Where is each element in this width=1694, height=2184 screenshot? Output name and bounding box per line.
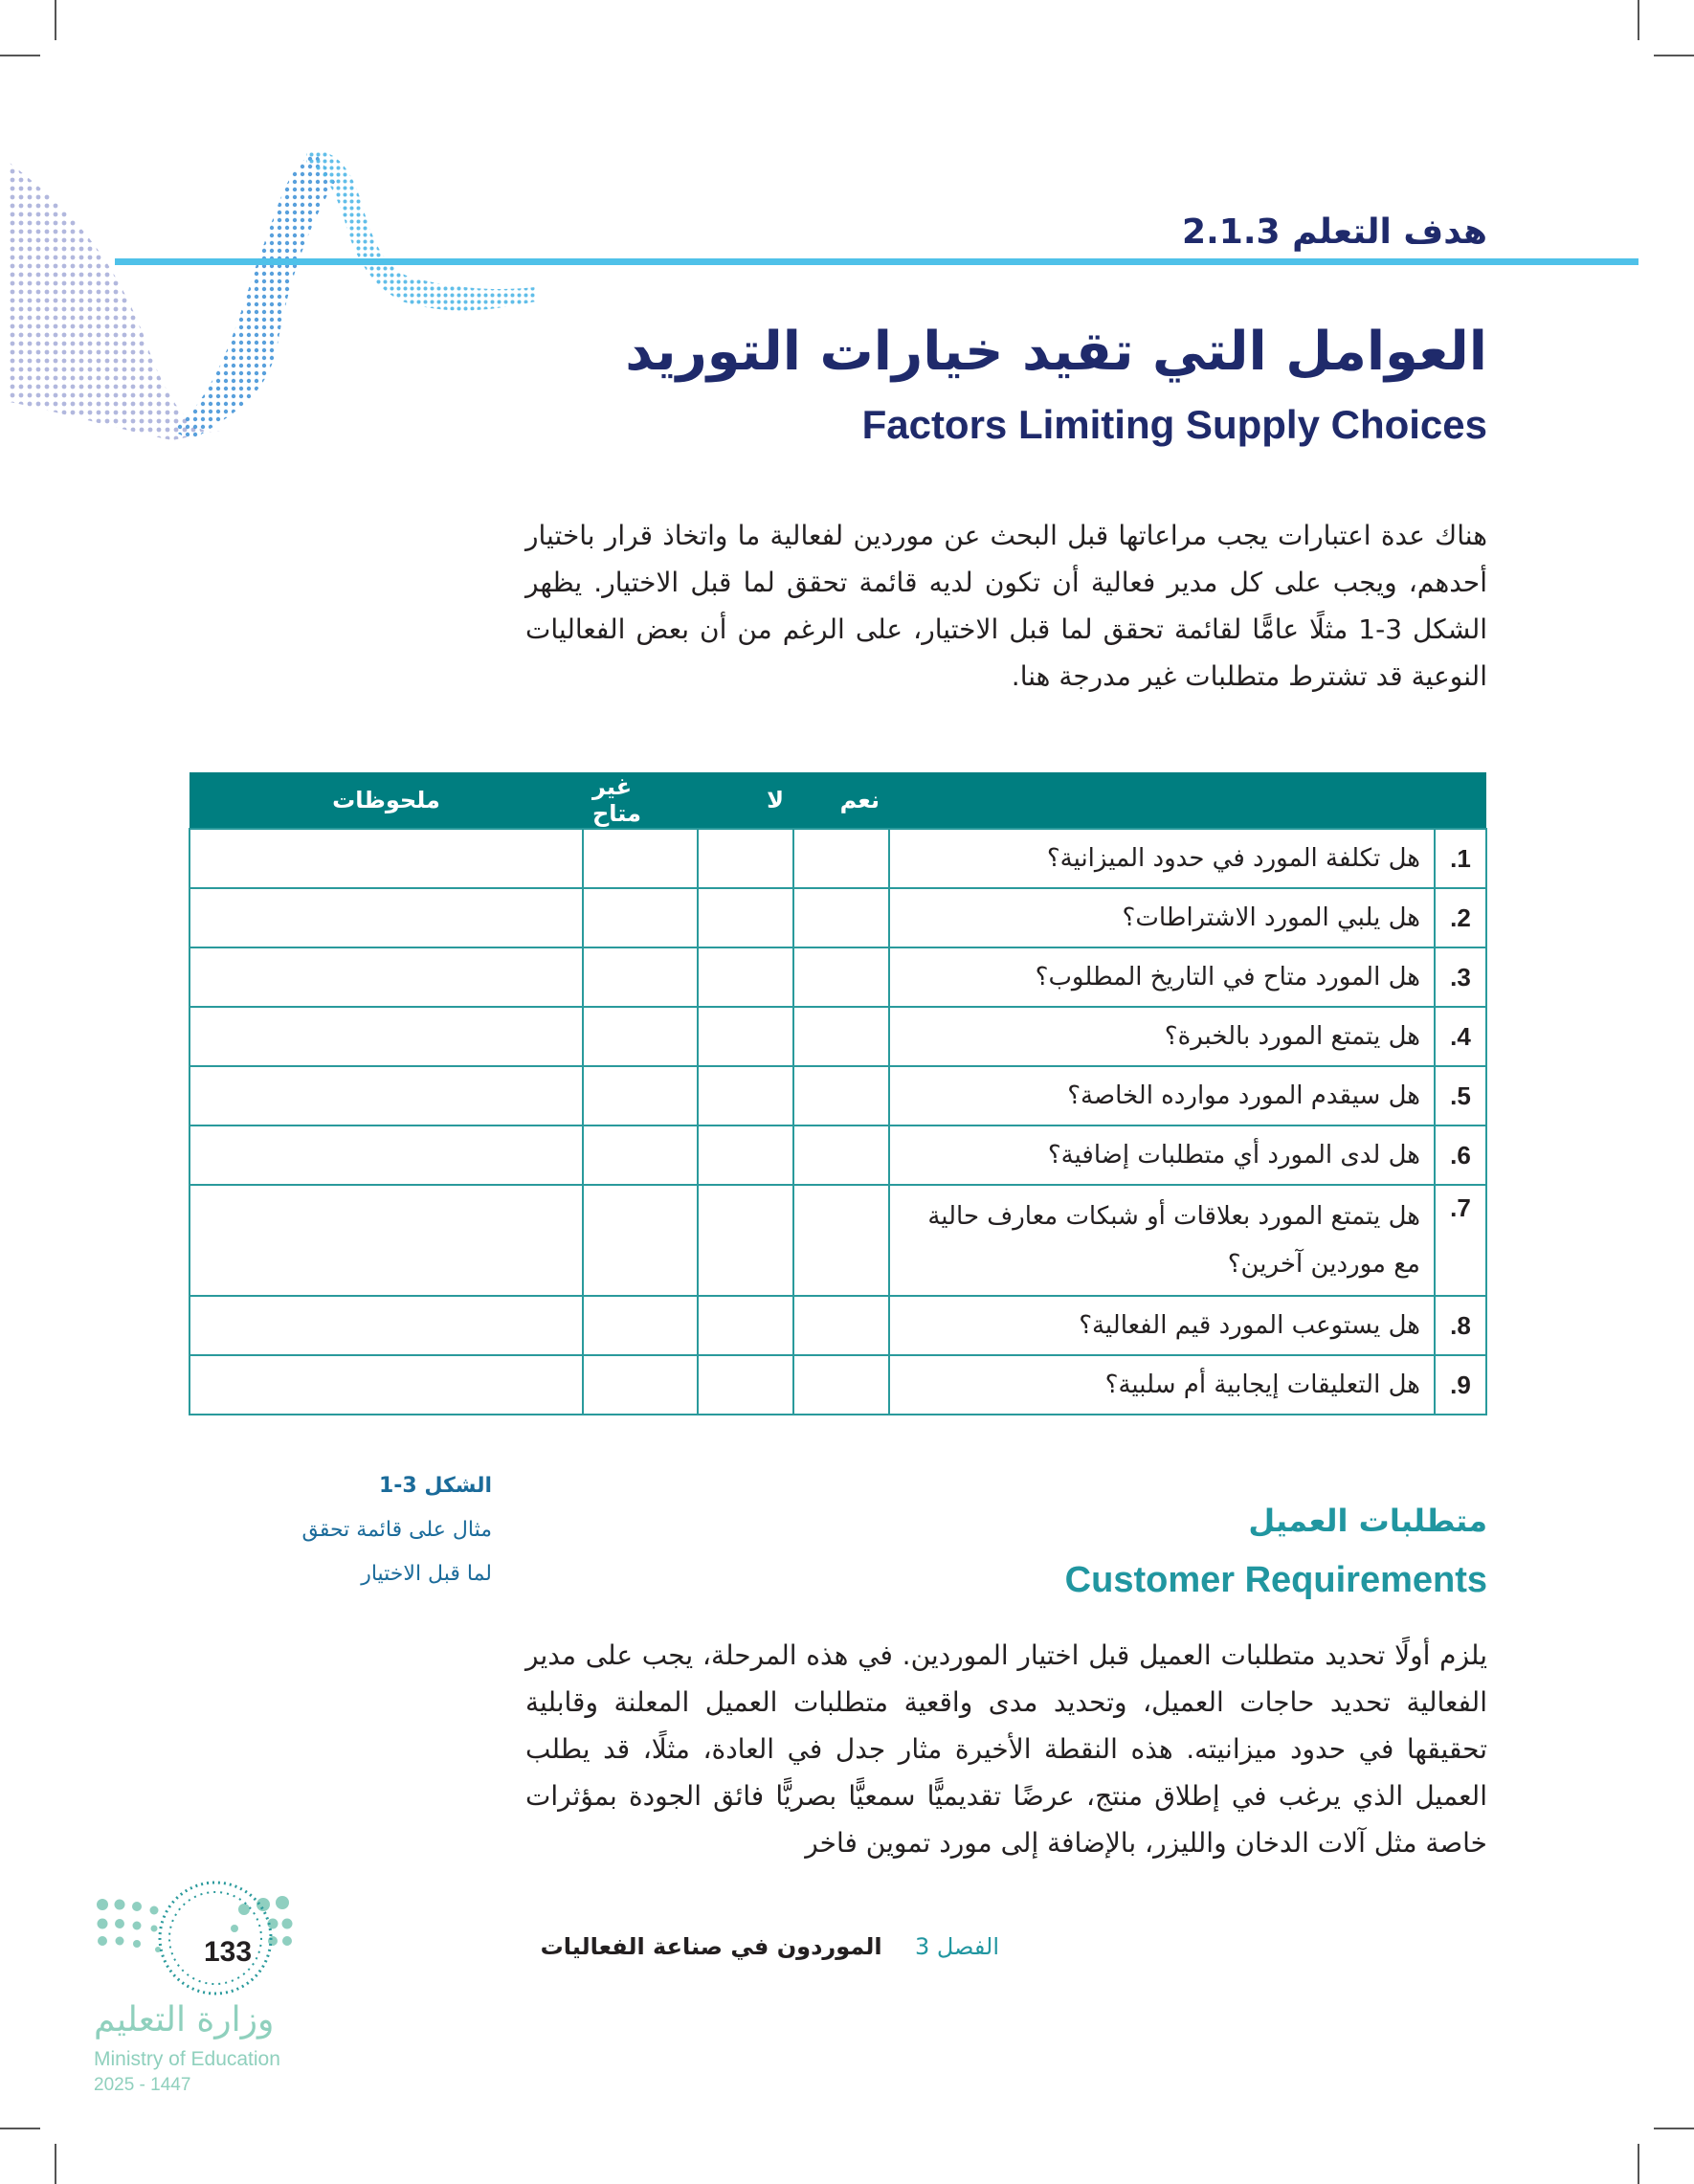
row-question: هل لدى المورد أي متطلبات إضافية؟ [889,1125,1435,1185]
cell-notes[interactable] [189,1185,583,1296]
cell-not-available[interactable] [583,1125,698,1185]
table-row [189,1066,1486,1125]
cell-notes[interactable] [189,888,583,947]
dotted-wave-graphic [0,124,536,459]
cell-yes[interactable] [793,1185,889,1296]
cell-notes[interactable] [189,1066,583,1125]
row-number: 3. [1435,947,1486,1007]
section-title-arabic: متطلبات العميل [1248,1503,1487,1539]
crop-mark [55,2144,56,2184]
cell-notes[interactable] [189,1355,583,1415]
cell-not-available[interactable] [583,1007,698,1066]
table-row [189,1185,1486,1296]
table-row [189,1355,1486,1415]
row-number: 1. [1435,829,1486,888]
cell-not-available[interactable] [583,888,698,947]
row-number: 8. [1435,1296,1486,1355]
cell-notes[interactable] [189,1007,583,1066]
cell-not-available[interactable] [583,1296,698,1355]
table-row [189,947,1486,1007]
row-question: هل يستوعب المورد قيم الفعالية؟ [889,1296,1435,1355]
row-number: 9. [1435,1355,1486,1415]
row-number: 2. [1435,888,1486,947]
row-number: 6. [1435,1125,1486,1185]
row-number: 7. [1435,1185,1486,1296]
figure-caption-line: مثال على قائمة تحقق [301,1518,492,1542]
ministry-name-arabic: وزارة التعليم [94,2000,275,2039]
header-number [1435,772,1486,829]
edition-year: 2025 - 1447 [94,2075,191,2095]
cell-not-available[interactable] [583,1066,698,1125]
header-no: لا [698,772,793,829]
header-not-available: غير متاح [583,772,698,829]
cell-not-available[interactable] [583,1185,698,1296]
page-title-arabic: العوامل التي تقيد خيارات التوريد [625,321,1487,383]
row-number: 4. [1435,1007,1486,1066]
crop-mark [1654,55,1694,56]
header-yes: نعم [793,772,889,829]
table-row [189,1296,1486,1355]
row-question: هل تكلفة المورد في حدود الميزانية؟ [889,829,1435,888]
figure-caption [287,1464,492,1596]
cell-yes[interactable] [793,1125,889,1185]
cell-yes[interactable] [793,829,889,888]
cell-notes[interactable] [189,947,583,1007]
row-question: هل المورد متاح في التاريخ المطلوب؟ [889,947,1435,1007]
chapter-footer [541,1933,999,1960]
cell-notes[interactable] [189,829,583,888]
figure-label: الشكل 3-1 [378,1474,492,1498]
cell-not-available[interactable] [583,947,698,1007]
header-question [889,772,1435,829]
cell-no[interactable] [698,1066,793,1125]
chapter-title: الموردون في صناعة الفعاليات [540,1933,882,1960]
page-number: 133 [204,1936,253,1968]
cell-no[interactable] [698,1125,793,1185]
cell-no[interactable] [698,947,793,1007]
page-title-english: Factors Limiting Supply Choices [861,402,1487,447]
row-question: هل التعليقات إيجابية أم سلبية؟ [889,1355,1435,1415]
crop-mark [55,0,56,40]
objective-divider [115,258,1638,265]
cell-not-available[interactable] [583,829,698,888]
section-title-english: Customer Requirements [1064,1560,1487,1600]
crop-mark [1638,2144,1639,2184]
cell-notes[interactable] [189,1296,583,1355]
cell-yes[interactable] [793,1007,889,1066]
row-question: هل يتمتع المورد بالخبرة؟ [889,1007,1435,1066]
row-question: هل يتمتع المورد بعلاقات أو شبكات معارف حالية مع موردين آخرين؟ [889,1185,1435,1296]
cell-yes[interactable] [793,1066,889,1125]
cell-no[interactable] [698,1355,793,1415]
intro-paragraph: هناك عدة اعتبارات يجب مراعاتها قبل البحث عن موردين لفعالية ما واتخاذ قرار باختيار أحدهم، ويجب على كل مدير فعالية أن تكون لديه قائمة تحقق لما قبل الاختيار. يظهر الشكل 3-1 مثلًا عامًّا لقائمة تحقق لما قبل الاختيار، على الرغم من أن بعض الفعاليات النوعية قد تشترط متطلبات غير مدرجة هنا. [525,520,1488,692]
chapter-label: الفصل 3 [914,1933,999,1960]
row-question: هل يلبي المورد الاشتراطات؟ [889,888,1435,947]
pre-selection-checklist-table [189,772,1487,1415]
cell-yes[interactable] [793,888,889,947]
cell-no[interactable] [698,1296,793,1355]
cell-yes[interactable] [793,1355,889,1415]
cell-not-available[interactable] [583,1355,698,1415]
crop-mark [1638,0,1639,40]
crop-mark [0,2128,40,2129]
crop-mark [1654,2128,1694,2129]
figure-caption-line: لما قبل الاختيار [361,1562,492,1586]
ministry-name-english: Ministry of Education [94,2048,280,2070]
table-row [189,1007,1486,1066]
cell-yes[interactable] [793,947,889,1007]
table-row [189,1125,1486,1185]
table-row [189,888,1486,947]
cell-notes[interactable] [189,1125,583,1185]
cell-no[interactable] [698,829,793,888]
cell-yes[interactable] [793,1296,889,1355]
cell-no[interactable] [698,1007,793,1066]
header-notes: ملحوظات [189,772,583,829]
table-header-row [189,772,1486,829]
table-row [189,829,1486,888]
row-question: هل سيقدم المورد موارده الخاصة؟ [889,1066,1435,1125]
learning-objective: هدف التعلم 2.1.3 [1182,212,1487,252]
ministry-logo-icon [91,1881,301,2005]
cell-no[interactable] [698,1185,793,1296]
row-number: 5. [1435,1066,1486,1125]
cell-no[interactable] [698,888,793,947]
crop-mark [0,55,40,56]
section-paragraph: يلزم أولًا تحديد متطلبات العميل قبل اختيار الموردين. في هذه المرحلة، يجب على مدير الفعالية تحديد حاجات العميل، وتحديد مدى واقعية متطلبات العميل المعلنة وقابلية تحقيقها في حدود ميزانيته. هذه النقطة الأخيرة مثار جدل في العادة، مثلًا، قد يطلب العميل الذي يرغب في إطلاق منتج، عرضًا تقديميًّا سمعيًّا بصريًّا فائق الجودة بمؤثرات خاصة مثل آلات الدخان والليزر، بالإضافة إلى مورد تموين فاخر [525,1639,1487,1859]
